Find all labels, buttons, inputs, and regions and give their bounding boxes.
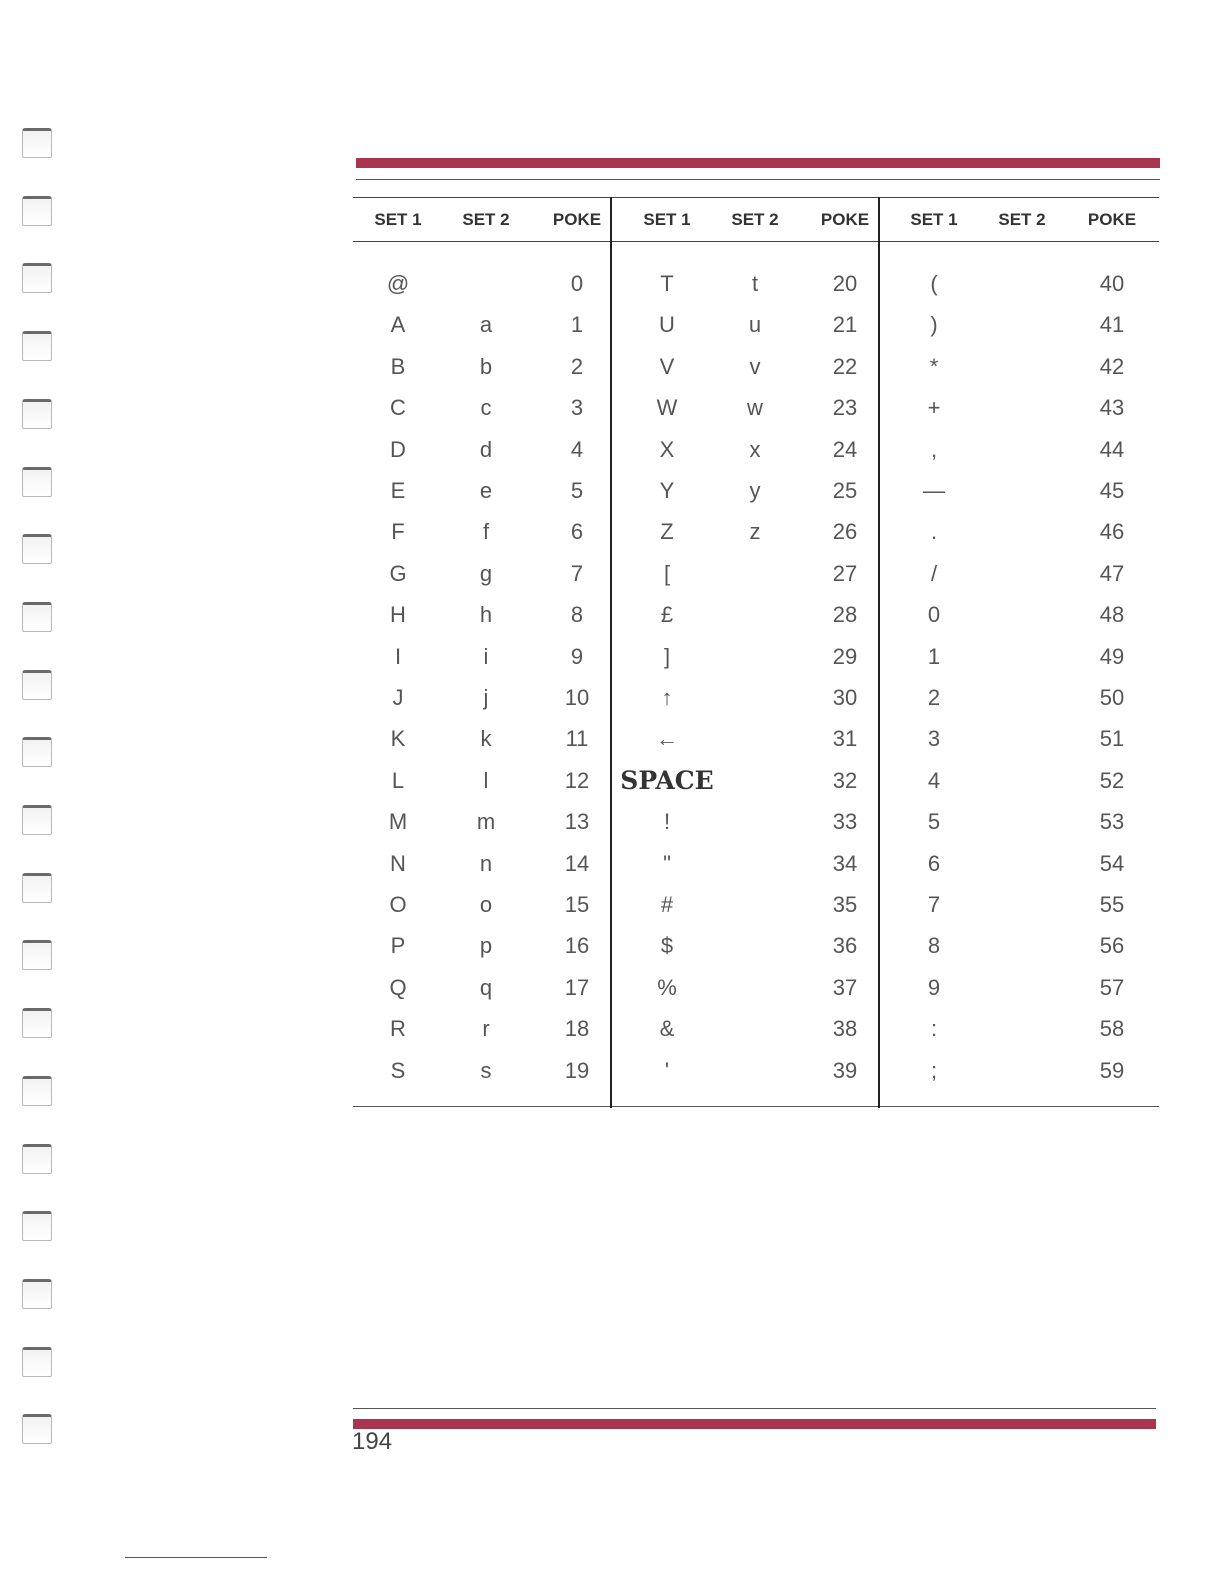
cell-set1: #: [660, 892, 674, 917]
cell-poke: 42: [1099, 353, 1125, 379]
cell-set1: F: [391, 519, 405, 545]
cell-set2: [711, 1014, 799, 1044]
cell-poke: 16: [564, 933, 590, 959]
cell-poke: 32: [832, 767, 858, 793]
cell-poke: 50: [1099, 685, 1125, 710]
character-code-table: [353, 197, 1159, 1108]
binding-hole: [22, 534, 52, 564]
cell-poke: 22: [832, 353, 858, 379]
cell-set2: [978, 1014, 1066, 1044]
binding-hole: [22, 467, 52, 497]
cell-set1: 1: [927, 643, 941, 669]
binding-hole: [22, 1414, 52, 1444]
binding-hole: [22, 805, 52, 835]
cell-set1: &: [659, 1016, 675, 1042]
cell-set1: !: [663, 809, 671, 835]
cell-set1: *: [929, 353, 939, 379]
cell-poke: 19: [564, 1057, 590, 1083]
cell-set1: ←: [656, 726, 678, 752]
cell-set1: L: [391, 767, 405, 793]
cell-set2: e: [479, 478, 493, 503]
cell-poke: 9: [570, 643, 584, 669]
cell-set2: f: [482, 519, 490, 545]
cell-set2: [711, 931, 799, 961]
cell-poke: 27: [832, 560, 858, 586]
column-header-poke: POKE: [1087, 210, 1137, 229]
cell-set2: [711, 642, 799, 672]
cell-set1: [: [663, 560, 671, 586]
cell-set2: [978, 559, 1066, 589]
binding-hole: [22, 940, 52, 970]
cell-set1: K: [390, 726, 406, 752]
cell-poke: 4: [570, 436, 584, 462]
cell-set2: c: [480, 395, 492, 421]
cell-poke: 6: [570, 519, 584, 545]
table-block-3: [880, 197, 1159, 1108]
binding-hole: [22, 1008, 52, 1038]
column-header-set2: SET 2: [462, 210, 510, 229]
scan-artifact-line: [125, 1557, 267, 1558]
cell-set2: [978, 931, 1066, 961]
binding-hole: [22, 399, 52, 429]
cell-poke: 5: [570, 478, 584, 503]
cell-poke: 55: [1099, 892, 1125, 917]
cell-set1: S: [390, 1057, 406, 1083]
cell-set1: :: [930, 1016, 938, 1042]
binding-hole: [22, 670, 52, 700]
cell-set1: +: [927, 395, 941, 421]
cell-set2: [978, 269, 1066, 299]
cell-set2: x: [749, 436, 761, 462]
cell-poke: 17: [564, 974, 590, 1000]
top-rule: [356, 179, 1160, 180]
table-block-2: [612, 197, 878, 1108]
cell-set1: O: [389, 892, 407, 917]
cell-set2: [978, 600, 1066, 630]
cell-set1: I: [394, 643, 402, 669]
cell-poke: 38: [832, 1016, 858, 1042]
cell-set1: ,: [930, 436, 938, 462]
cell-set2: [711, 683, 799, 713]
cell-set1: 0: [927, 602, 941, 628]
cell-set1: 2: [927, 685, 941, 710]
cell-set1: R: [390, 1016, 406, 1042]
cell-set1: (: [930, 271, 938, 296]
cell-set2: w: [747, 395, 763, 421]
cell-set2: [978, 393, 1066, 423]
cell-set2: [978, 724, 1066, 754]
cell-set1: 9: [927, 974, 941, 1000]
column-header-set2: SET 2: [731, 210, 779, 229]
cell-poke: 35: [832, 892, 858, 917]
cell-poke: 45: [1099, 478, 1125, 503]
cell-poke: 3: [570, 395, 584, 421]
cell-poke: 26: [832, 519, 858, 545]
cell-set1: 3: [927, 726, 941, 752]
cell-set2: [711, 724, 799, 754]
cell-set1: 8: [927, 933, 941, 959]
cell-poke: 59: [1099, 1057, 1125, 1083]
binding-hole: [22, 1211, 52, 1241]
cell-poke: 10: [564, 685, 590, 710]
cell-set1: W: [656, 395, 678, 421]
cell-set2: [711, 559, 799, 589]
cell-set2: [711, 766, 799, 796]
cell-poke: 37: [832, 974, 858, 1000]
cell-set1: P: [390, 933, 406, 959]
cell-set2: [711, 849, 799, 879]
cell-poke: 18: [564, 1016, 590, 1042]
cell-poke: 56: [1099, 933, 1125, 959]
binding-hole: [22, 263, 52, 293]
cell-poke: 49: [1099, 643, 1125, 669]
cell-set1: /: [930, 560, 938, 586]
cell-set2: n: [479, 850, 493, 876]
cell-set2: [978, 476, 1066, 506]
cell-set2: [711, 807, 799, 837]
table-block-1: [353, 197, 610, 1108]
cell-set1: £: [660, 602, 674, 628]
cell-set2: s: [480, 1057, 492, 1083]
cell-set1: Z: [660, 519, 674, 545]
cell-poke: 20: [832, 271, 858, 296]
cell-set1: E: [390, 478, 406, 503]
column-header-set1: SET 1: [643, 210, 691, 229]
cell-poke: 8: [570, 602, 584, 628]
binding-hole: [22, 602, 52, 632]
cell-poke: 34: [832, 850, 858, 876]
cell-poke: 13: [564, 809, 590, 835]
cell-set2: o: [479, 892, 493, 917]
cell-set2: [711, 1056, 799, 1086]
cell-set2: [978, 435, 1066, 465]
cell-poke: 15: [564, 892, 590, 917]
cell-poke: 33: [832, 809, 858, 835]
cell-poke: 11: [565, 726, 589, 752]
cell-set2: u: [748, 312, 762, 338]
cell-set1: V: [659, 353, 675, 379]
cell-set1: ;: [930, 1057, 938, 1083]
column-header-set2: SET 2: [998, 210, 1046, 229]
top-color-band: [356, 158, 1160, 168]
cell-set1: G: [389, 560, 407, 586]
cell-set1: %: [657, 974, 677, 1000]
bottom-color-band: [353, 1419, 1156, 1429]
cell-poke: 2: [570, 353, 584, 379]
cell-poke: 29: [832, 643, 858, 669]
cell-set1: ': [664, 1057, 670, 1083]
binding-hole: [22, 1347, 52, 1377]
cell-set2: [978, 352, 1066, 382]
cell-poke: 57: [1099, 974, 1125, 1000]
bottom-rule: [353, 1408, 1156, 1409]
spiral-binding: [18, 128, 58, 1468]
cell-poke: 31: [832, 726, 858, 752]
cell-set1: 7: [927, 892, 941, 917]
cell-set2: v: [749, 353, 761, 379]
cell-set2: [711, 890, 799, 920]
cell-poke: 24: [832, 436, 858, 462]
cell-set2: q: [479, 974, 493, 1000]
cell-poke: 51: [1099, 726, 1125, 752]
cell-set2: h: [479, 602, 493, 628]
cell-set1: 5: [927, 809, 941, 835]
binding-hole: [22, 1076, 52, 1106]
cell-set2: l: [483, 767, 489, 793]
cell-set1: C: [390, 395, 406, 421]
cell-set2: y: [749, 478, 761, 503]
cell-set2: j: [483, 685, 489, 710]
cell-set1: —: [923, 478, 945, 503]
column-header-set1: SET 1: [374, 210, 422, 229]
cell-set1: 4: [927, 767, 941, 793]
cell-poke: 28: [832, 602, 858, 628]
cell-set2: [978, 849, 1066, 879]
cell-set2: g: [479, 560, 493, 586]
cell-set2: z: [749, 519, 761, 545]
cell-set1: X: [659, 436, 675, 462]
cell-set2: b: [479, 353, 493, 379]
cell-set2: [978, 1056, 1066, 1086]
cell-set1: A: [390, 312, 406, 338]
cell-set1: T: [660, 271, 674, 296]
cell-set1: D: [390, 436, 406, 462]
cell-set1: B: [390, 353, 406, 379]
cell-set1: H: [390, 602, 406, 628]
cell-set1: ↑: [661, 685, 673, 710]
cell-set2: i: [483, 643, 489, 669]
cell-poke: 47: [1099, 560, 1125, 586]
cell-set2: t: [751, 271, 759, 296]
cell-set2: [978, 890, 1066, 920]
column-header-set1: SET 1: [910, 210, 958, 229]
cell-set2: m: [476, 809, 496, 835]
column-header-poke: POKE: [820, 210, 870, 229]
binding-hole: [22, 1279, 52, 1309]
cell-set1: N: [390, 850, 406, 876]
cell-set2: d: [479, 436, 493, 462]
cell-set1: ": [663, 850, 671, 876]
cell-set2: a: [479, 312, 493, 338]
cell-set2: [978, 310, 1066, 340]
cell-poke: 14: [564, 850, 590, 876]
cell-poke: 43: [1099, 395, 1125, 421]
page-number: 194: [352, 1428, 393, 1455]
binding-hole: [22, 128, 52, 158]
cell-set1: ): [930, 312, 938, 338]
column-header-poke: POKE: [552, 210, 602, 229]
cell-poke: 21: [832, 312, 858, 338]
cell-poke: 58: [1099, 1016, 1125, 1042]
cell-set2: [978, 517, 1066, 547]
cell-set1: M: [388, 809, 408, 835]
binding-hole: [22, 196, 52, 226]
cell-set1: $: [660, 933, 674, 959]
cell-set1: 6: [927, 850, 941, 876]
cell-set2: [978, 766, 1066, 796]
cell-set1: Y: [659, 478, 675, 503]
cell-poke: 25: [832, 478, 858, 503]
cell-poke: 46: [1099, 519, 1125, 545]
cell-poke: 39: [832, 1057, 858, 1083]
cell-set1: U: [659, 312, 675, 338]
cell-poke: 48: [1099, 602, 1125, 628]
cell-poke: 41: [1099, 312, 1125, 338]
cell-set2: [978, 683, 1066, 713]
cell-set2: p: [479, 933, 493, 959]
cell-set1: SPACE: [620, 766, 714, 796]
cell-poke: 44: [1099, 436, 1125, 462]
cell-poke: 40: [1099, 271, 1125, 296]
binding-hole: [22, 1144, 52, 1174]
cell-set2: r: [482, 1016, 490, 1042]
cell-poke: 54: [1099, 850, 1125, 876]
cell-set2: [978, 807, 1066, 837]
cell-set2: [711, 600, 799, 630]
binding-hole: [22, 873, 52, 903]
binding-hole: [22, 737, 52, 767]
binding-hole: [22, 331, 52, 361]
cell-poke: 52: [1099, 767, 1125, 793]
cell-poke: 30: [832, 685, 858, 710]
cell-set2: [978, 973, 1066, 1003]
cell-set1: J: [392, 685, 404, 710]
cell-poke: 36: [832, 933, 858, 959]
cell-poke: 53: [1099, 809, 1125, 835]
cell-poke: 0: [570, 271, 584, 296]
cell-set2: [442, 269, 530, 299]
cell-set2: [711, 973, 799, 1003]
cell-set1: ]: [663, 643, 671, 669]
cell-poke: 1: [570, 312, 584, 338]
cell-poke: 23: [832, 395, 858, 421]
cell-set1: .: [930, 519, 938, 545]
cell-set1: Q: [389, 974, 407, 1000]
cell-set2: k: [480, 726, 492, 752]
cell-poke: 7: [570, 560, 584, 586]
cell-set2: [978, 642, 1066, 672]
cell-poke: 12: [564, 767, 590, 793]
cell-set1: @: [386, 271, 410, 296]
